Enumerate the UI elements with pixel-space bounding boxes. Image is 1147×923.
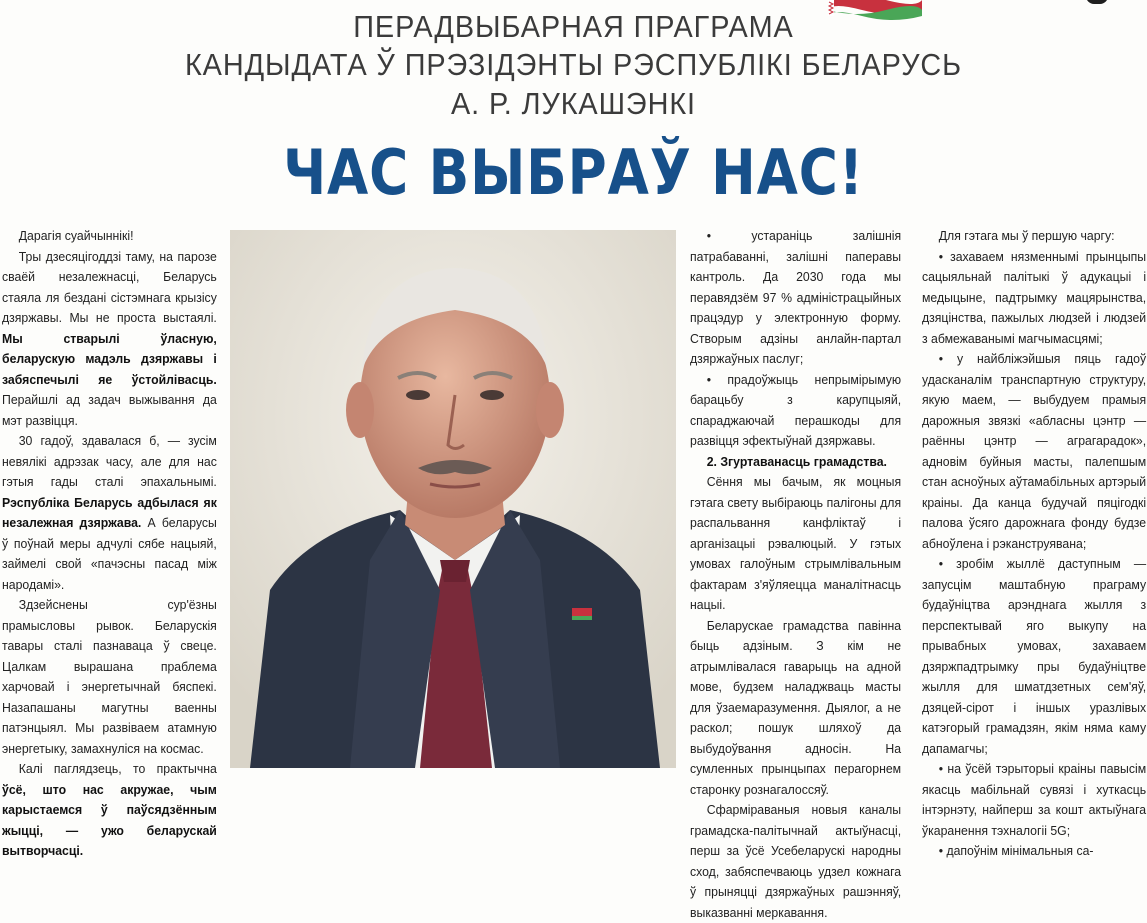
article-column-1: [2, 226, 217, 862]
paragraph-text: А беларусы ў поўнай меры адчулі сябе нацыяй, займелі свой «пачэсны пасад між народамі».: [2, 515, 217, 592]
bullet-item: • дапоўнім мінімальныя са-: [938, 843, 1094, 858]
corner-logo-icon: [1086, 0, 1108, 4]
section-heading-text: 2. Згуртаванасць грамадства.: [706, 453, 887, 469]
paragraph-text: Тры дзесяцігоддзі таму, на парозе сваёй незалежнасці, Беларусь стаяла ля бездані сістэмнага крызісу дзяржавы. Мы не проста выстаялі.: [2, 248, 217, 325]
subtitle-line-1: ПЕРАДВЫБАРНАЯ ПРАГРАМА: [353, 9, 794, 44]
paragraph-emphasis: Рэспубліка Беларусь адбылася як незалежная дзяржава.: [2, 494, 217, 530]
paragraph-emphasis: ўсё, што нас акружае, чым карыстаемся ў паўсядзённым жыцці, — ужо беларускай вытворчасці.: [2, 781, 217, 858]
section-heading: [690, 452, 901, 473]
bullet-item: • устараніць залішнія патрабаванні, залішні паперавы кантроль. Да 2030 года мы перавядзём 97 % адміністрацыйных працэдур у электронную форму. Створым адзіны анлайн-партал дзяржаўных паслуг;: [690, 228, 902, 366]
paragraph-text: Калі паглядзець, то практычна: [18, 761, 217, 776]
article-column-3: [690, 226, 901, 923]
subtitle-line-2: КАНДЫДАТА Ў ПРЭЗІДЭНТЫ РЭСПУБЛІКІ БЕЛАРУСЬ: [184, 47, 963, 82]
paragraph: [2, 431, 217, 595]
paragraph: Для гэтага мы ў першую чаргу:: [938, 228, 1115, 243]
headline: ЧАС ВЫБРАЎ НАС!: [283, 136, 864, 209]
bullet-item: • прадоўжыць непрымірымую барацьбу з карупцыяй, спараджаючай перашкоды для развіцця эфектыўнай дзяржавы.: [690, 371, 902, 448]
bullet-item: • на ўсёй тэрыторыі краіны павысім якасць мабільнай сувязі і хуткасць інтэрнэту, найперш за кошт актыўнага ўкаранення тэхналогіі 5G;: [922, 761, 1147, 838]
subtitle-line-3: А. Р. ЛУКАШЭНКІ: [450, 86, 697, 121]
paragraph: Здзейснены сур'ёзны прамысловы рывок. Беларускія тавары сталі пазнаваца ў свеце. Цалкам вырашана праблема харчовай і энергетычнай бяспекі. Назапашаны магутны ваенны патэнцыял. Мы развіваем атамную энергетыку, замахнуліся на космас.: [2, 597, 217, 756]
article-column-4: [922, 226, 1146, 862]
paragraph-text: Перайшлі ад задач выжывання да мэт развіцця.: [2, 392, 217, 428]
portrait-photo: [230, 230, 676, 768]
bullet-item: • у найбліжэйшыя пяць гадоў удасканалім транспартную структуру, якую маем, — выбудуем прамыя дарожныя звязкі «абласны цэнтр — раённы цэнтр — аграгарадок», адновім буйныя масты, палепшым стан асноўных аўтамабільных артэрый краіны. Да канца будучай пяцігодкі палова ўсяго дарожнага фонду будзе абноўлена і рэканструявана;: [922, 351, 1147, 551]
bullet-item: • зробім жыллё даступным — запусцім маштабную праграму будаўніцтва арэнднага жылля з перспектывай яго выкупу на прывабных умовах, захаваем дзяржпадтрымку пры будаўніцтве жылля для шматдзетных сем'яў, дзяцей-сірот і іншых уразлівых катэгорый грамадзян, якім няма каму дапамагчы;: [922, 556, 1147, 756]
paragraph: Беларускае грамадства павінна быць адзіным. З кім не атрымлівалася гаварыць на адной мове, будзем наладжваць масты для ўзаемаразумення. Дыялог, а не раскол; пошук шляхоў да выбудоўвання адносін. На сумленных прынцыпах перагорнем старонку рознагалоссяў.: [690, 617, 902, 797]
greeting: Дарагія суайчыннікі!: [18, 228, 134, 243]
paragraph: Сфарміраваныя новыя каналы грамадска-палітычнай актыўнасці, перш за ўсё Усебеларускі народны сход, забяспечваюць удзел кожнага ў прыняцці дзяржаўных рашэнняў, выказванні меркавання.: [690, 802, 902, 920]
paragraph: Сёння мы бачым, як моцныя гэтага свету выбіраюць палігоны для распальвання канфліктаў і арганізацыі рэвалюцый. У гэтых умовах галоўным стрымлівальным фактарам з'яўляецца маналітнасць нацыі.: [690, 474, 902, 612]
paragraph: [2, 247, 217, 432]
paragraph-text: 30 гадоў, здавалася б, — зусім невялікі адрэзак часу, але для нас гэтыя гады сталі эпахальнымі.: [2, 433, 217, 489]
paragraph: [2, 759, 217, 862]
bullet-item: • захаваем нязменнымі прынцыпы сацыяльнай палітыкі ў адукацыі і медыцыне, падтрымку мацярынства, дзяцінства, пажылых людзей і людзей з абмежаванымі магчымасцямі;: [922, 248, 1147, 346]
paragraph-emphasis: Мы стварылі ўласную, беларускую мадэль дзяржавы і забяспечылі яе ўстойлівасць.: [2, 330, 217, 387]
